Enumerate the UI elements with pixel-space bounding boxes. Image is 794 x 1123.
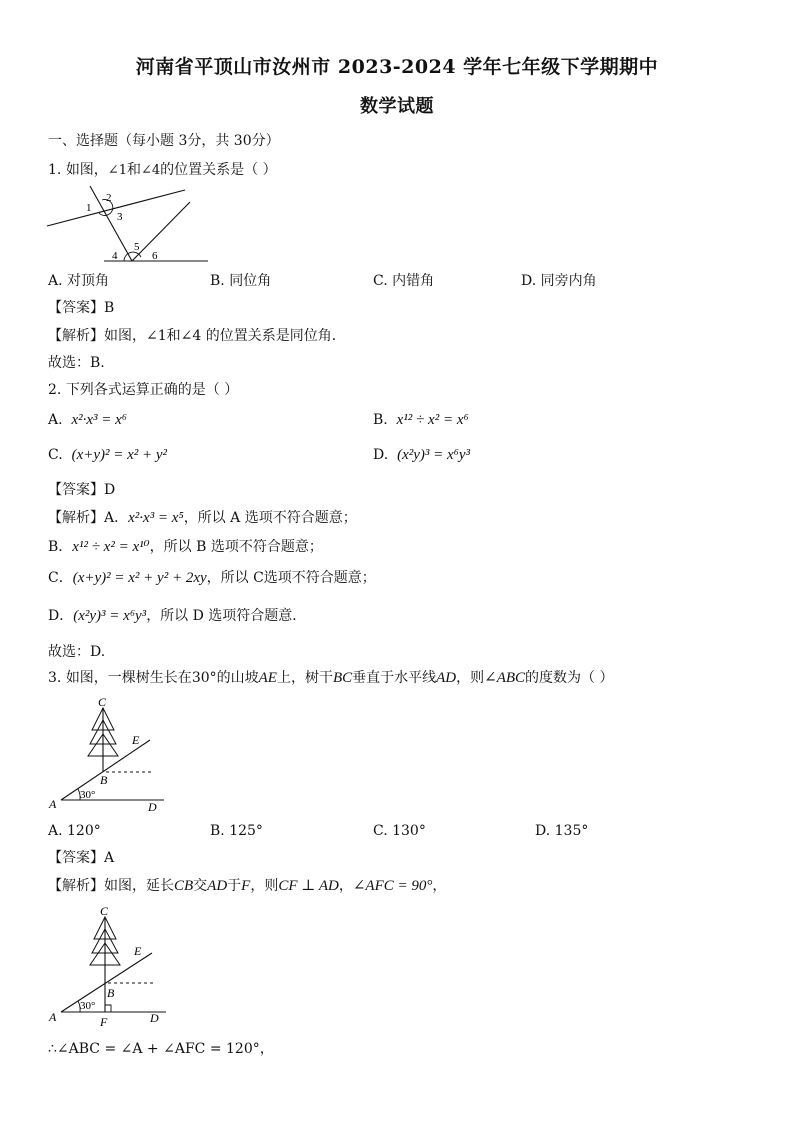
figure-label-2: 2 [106,192,112,204]
option-c: C. 130° [373,823,426,839]
option-expression: x²·x³ = x⁶ [71,412,128,428]
analysis-expression: x¹² ÷ x² = x¹⁰ [72,539,150,555]
question-number: 2. [48,382,62,398]
stem-text: 上，树干 [276,670,333,686]
option-b: B. 125° [210,823,263,839]
analysis-text: ，所以 C选项不符合题意； [206,570,376,586]
analysis-text: ，所以 A 选项不符合题意； [183,510,357,526]
right-angle-mark [105,1005,111,1012]
label-b: B [100,773,108,787]
question-1-figure [44,180,214,264]
analysis-text: ，所以 B 选项不符合题意； [149,539,323,555]
analysis-expression: x²·x³ = x⁵ [128,510,184,526]
analysis-figure [44,903,174,1028]
analysis: 【解析】如图，∠1和∠4 的位置关系是同位角． [48,328,346,344]
question-2-stem [48,381,238,399]
analysis-text: ， [338,878,353,894]
stem-text: 的位置关系是（ ） [160,162,277,178]
analysis-prefix: C． [48,570,73,586]
slope-line [61,740,150,800]
analysis-text: ， [432,878,447,894]
option-expression: x¹² ÷ x² = x⁶ [396,412,469,428]
stem-text: 如图， [65,162,108,178]
option-a: A. 对顶角 [48,273,110,289]
stem-math: AE [258,670,277,686]
label-b: B [107,986,115,1000]
analysis-text: 于 [227,878,242,894]
transversal-line-top [47,190,185,226]
answer: 【答案】D [48,482,116,498]
stem-text: 的山坡 [216,670,259,686]
label-e: E [132,733,140,747]
angle-4: ∠4 [140,163,161,178]
option-d: D. 135° [535,823,589,839]
label-a: A [49,1010,57,1024]
analysis-line [48,569,376,587]
question-3-stem [48,669,614,687]
label-d: D [148,800,157,814]
question-number: 1. [48,162,62,178]
figure-label-6: 6 [152,250,158,262]
option-c [48,446,167,464]
analysis-text: 交 [193,878,208,894]
figure-label-3: 3 [117,211,123,223]
option-a [48,411,127,429]
page-subtitle: 数学试题 [360,96,434,117]
label-f: F [100,1015,108,1028]
option-expression: (x²y)³ = x⁶y³ [397,447,471,463]
label-c: C [100,904,109,918]
answer: 【答案】B [48,300,115,316]
option-label: B. [373,412,388,428]
page-title: 河南省平顶山市汝州市 2023-2024 学年七年级下学期期中 [135,56,659,78]
stem-text: ，则 [456,670,485,686]
conclusion: 故选：B. [48,355,105,371]
stem-text: 垂直于水平线 [352,670,437,686]
label-c: C [98,695,107,709]
analysis-line [48,538,323,556]
stem-math: ∠ABC [484,670,526,686]
option-c: C. 内错角 [373,273,435,289]
analysis-math: ∠AFC = 90° [352,878,433,894]
stem-math: 30° [191,670,217,686]
option-label: C. [48,447,63,463]
figure-label-4: 4 [112,250,118,262]
label-e: E [134,944,142,958]
label-angle: 30° [80,1000,96,1012]
analysis-text: ，所以 D 选项符合题意． [146,608,307,624]
figure-label-1: 1 [86,202,92,214]
option-a: A. 120° [48,823,101,839]
analysis-text: 【解析】如图，延长 [48,878,174,894]
analysis-prefix: D． [48,608,74,624]
analysis-expression: (x²y)³ = x⁶y³ [73,608,147,624]
stem-math: BC [332,670,353,686]
analysis-math: CF ⊥ AD [278,878,339,894]
label-d: D [150,1011,159,1025]
question-number: 3. [48,670,62,686]
angle-arc [124,252,141,261]
option-label: A. [48,412,63,428]
stem-math: AD [436,670,457,686]
question-1-stem [48,161,277,180]
option-b: B. 同位角 [210,273,272,289]
stem-text: 如图，一棵树生长在 [65,670,192,686]
analysis-prefix: B． [48,539,73,555]
analysis-line [48,509,357,527]
analysis-math: F [241,878,251,894]
option-d: D. 同旁内角 [521,273,597,289]
transversal-line-right [132,202,190,261]
conclusion: 故选：D. [48,644,106,660]
analysis-line [48,607,306,625]
stem-text: 和 [126,162,141,178]
answer: 【答案】A [48,850,115,866]
option-label: D. [373,447,389,463]
label-a: A [49,797,57,811]
analysis-math: AD [207,878,228,894]
stem-text: 下列各式运算正确的是（ ） [65,382,239,398]
figure-label-5: 5 [134,241,140,253]
option-b [373,411,469,429]
analysis-prefix: 【解析】A． [48,510,129,526]
angle-1: ∠1 [107,163,127,178]
analysis-text: ，则 [250,878,279,894]
label-angle: 30° [80,789,96,801]
analysis [48,877,446,895]
option-expression: (x+y)² = x² + y² [71,447,168,463]
stem-text: 的度数为（ ） [525,670,614,686]
analysis-math: CB [174,878,194,894]
section-heading: 一、选择题（每小题 3分，共 30分） [48,133,280,149]
question-3-figure [44,694,174,814]
option-d [373,446,470,464]
conclusion: ∴∠ABC = ∠A + ∠AFC = 120°， [48,1041,274,1057]
analysis-expression: (x+y)² = x² + y² + 2xy [72,570,207,586]
